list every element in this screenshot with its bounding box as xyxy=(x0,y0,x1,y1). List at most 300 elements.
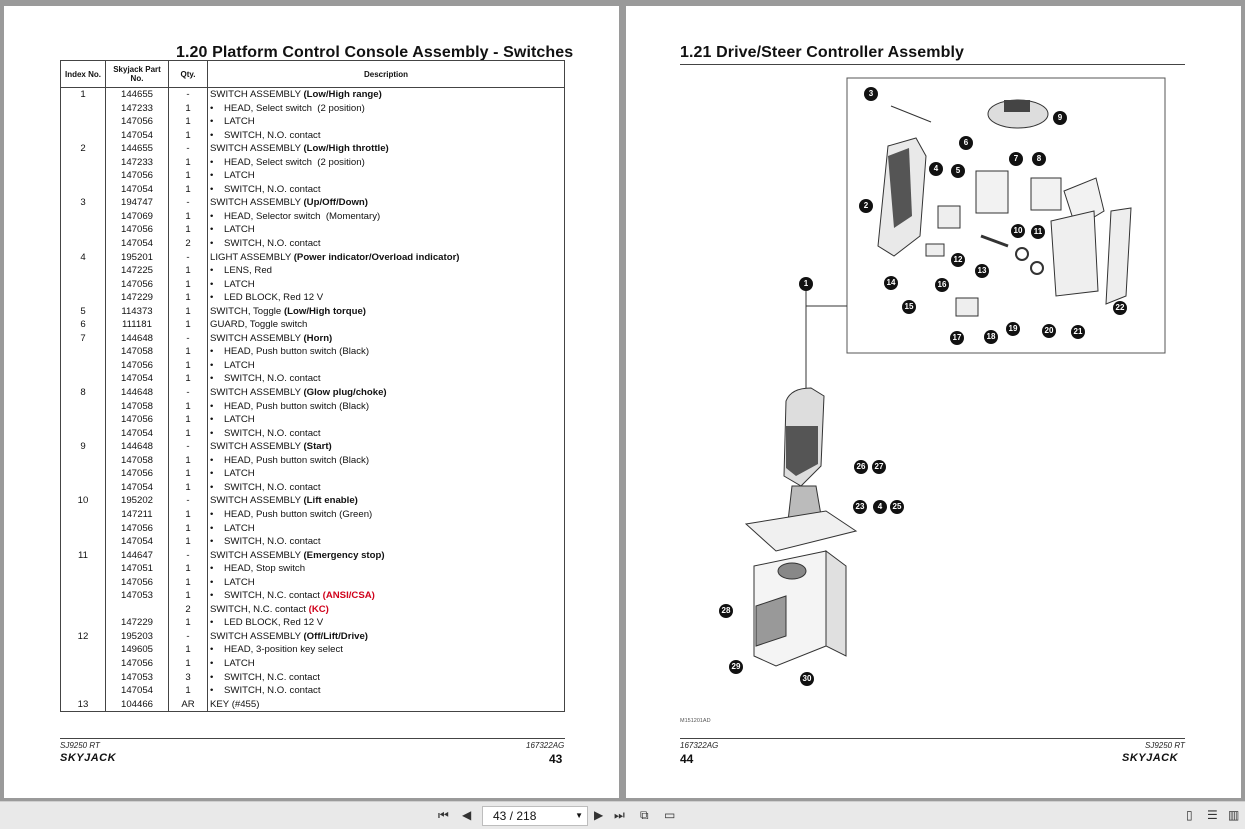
footer-rule xyxy=(680,738,1185,739)
table-row xyxy=(61,386,565,400)
continuous-page-icon[interactable]: ☰ xyxy=(1207,808,1218,822)
cell-description xyxy=(208,522,565,536)
description-text: HEAD, Push button switch (Black) xyxy=(224,346,370,358)
cell-index xyxy=(61,169,106,183)
table-row xyxy=(61,616,565,630)
description-text: LATCH xyxy=(224,359,255,371)
cell-part-number xyxy=(106,603,169,617)
next-page-icon[interactable]: ▶ xyxy=(594,808,604,822)
cell-qty: 1 xyxy=(169,684,208,698)
cell-part-number: 147056 xyxy=(106,576,169,590)
description-text: LATCH xyxy=(224,170,255,182)
table-row xyxy=(61,278,565,292)
cell-qty: 1 xyxy=(169,616,208,630)
cell-description xyxy=(208,454,565,468)
bullet: • xyxy=(210,183,214,195)
callout-bubble: 20 xyxy=(1042,324,1056,338)
cell-qty: 1 xyxy=(169,291,208,305)
col-qty: Qty. xyxy=(169,61,208,88)
bullet: • xyxy=(210,265,214,277)
callout-bubble: 11 xyxy=(1031,225,1045,239)
description-qualifier: (Horn) xyxy=(303,332,333,344)
description-text: HEAD, Push button switch (Black) xyxy=(224,454,370,466)
description-text: GUARD, Toggle switch xyxy=(210,319,308,331)
cell-index xyxy=(61,454,106,468)
cell-index xyxy=(61,183,106,197)
bullet: • xyxy=(210,373,214,385)
cell-part-number: 147056 xyxy=(106,522,169,536)
description-text: SWITCH, N.C. contact xyxy=(224,590,323,602)
callout-bubble: 19 xyxy=(1006,322,1020,336)
description-text: LENS, Red xyxy=(224,265,272,277)
description-text: SWITCH, N.O. contact xyxy=(224,129,321,141)
description-qualifier: (Off/Lift/Drive) xyxy=(303,630,368,642)
cell-part-number: 147054 xyxy=(106,535,169,549)
description-text: SWITCH, N.O. contact xyxy=(224,373,321,385)
cell-index: 13 xyxy=(61,698,106,712)
callout-bubble: 30 xyxy=(800,672,814,686)
cell-index xyxy=(61,129,106,143)
description-text: LATCH xyxy=(224,116,255,128)
cell-description xyxy=(208,305,565,319)
cell-qty: 1 xyxy=(169,169,208,183)
table-row xyxy=(61,427,565,441)
description-text: SWITCH, N.C. contact xyxy=(224,671,320,683)
bullet: • xyxy=(210,685,214,697)
cell-index xyxy=(61,616,106,630)
table-row xyxy=(61,88,565,102)
description-qualifier: (Power indicator/Overload indicator) xyxy=(293,251,460,263)
table-row xyxy=(61,467,565,481)
single-page-icon[interactable]: ▯ xyxy=(1186,808,1193,822)
cell-part-number: 147058 xyxy=(106,345,169,359)
cell-index xyxy=(61,210,106,224)
bullet: • xyxy=(210,129,214,141)
cell-part-number: 147056 xyxy=(106,223,169,237)
cell-qty: 1 xyxy=(169,508,208,522)
cell-index xyxy=(61,237,106,251)
page-number: 44 xyxy=(680,752,694,766)
cell-description xyxy=(208,183,565,197)
cell-description xyxy=(208,237,565,251)
cell-part-number: 147054 xyxy=(106,183,169,197)
table-row xyxy=(61,359,565,373)
description-text: SWITCH, N.O. contact xyxy=(224,238,321,250)
cell-part-number: 147229 xyxy=(106,291,169,305)
callout-bubble: 10 xyxy=(1011,224,1025,238)
cell-part-number: 147058 xyxy=(106,400,169,414)
bullet: • xyxy=(210,156,214,168)
bullet: • xyxy=(210,102,214,114)
cell-description xyxy=(208,549,565,563)
cell-description xyxy=(208,400,565,414)
description-text: LED BLOCK, Red 12 V xyxy=(224,292,324,304)
callout-bubble: 8 xyxy=(1032,152,1046,166)
cell-part-number: 147056 xyxy=(106,169,169,183)
bullet: • xyxy=(210,481,214,493)
cell-index xyxy=(61,671,106,685)
cell-index xyxy=(61,413,106,427)
bullet: • xyxy=(210,454,214,466)
cell-part-number: 144648 xyxy=(106,386,169,400)
bullet: • xyxy=(210,278,214,290)
cell-qty: - xyxy=(169,549,208,563)
description-text: SWITCH ASSEMBLY xyxy=(210,495,304,507)
description-qualifier: (Low/High range) xyxy=(303,89,382,100)
description-text: HEAD, Select switch (2 position) xyxy=(224,102,365,114)
table-row xyxy=(61,576,565,590)
table-row xyxy=(61,684,565,698)
description-text: SWITCH ASSEMBLY xyxy=(210,332,304,344)
bullet: • xyxy=(210,292,214,304)
cell-qty: 1 xyxy=(169,589,208,603)
description-text: SWITCH ASSEMBLY xyxy=(210,197,304,209)
bullet: • xyxy=(210,346,214,358)
bullet: • xyxy=(210,657,214,669)
cell-qty: - xyxy=(169,332,208,346)
figure-id: M151201AD xyxy=(680,718,711,724)
callout-bubble: 5 xyxy=(951,164,965,178)
footer-model: SJ9250 RT xyxy=(60,741,100,750)
bullet: • xyxy=(210,536,214,548)
cell-description xyxy=(208,535,565,549)
fit-width-icon[interactable]: ▭ xyxy=(664,808,676,822)
description-text: HEAD, Selector switch (Momentary) xyxy=(224,210,381,222)
col-desc: Description xyxy=(208,61,565,88)
table-row xyxy=(61,196,565,210)
cell-part-number: 111181 xyxy=(106,318,169,332)
callout-bubble: 6 xyxy=(959,136,973,150)
cell-qty: 1 xyxy=(169,264,208,278)
cell-index xyxy=(61,467,106,481)
cell-qty: 1 xyxy=(169,156,208,170)
table-row xyxy=(61,210,565,224)
chevron-down-icon: ▼ xyxy=(575,811,583,820)
cell-part-number: 147229 xyxy=(106,616,169,630)
description-text: HEAD, Select switch (2 position) xyxy=(224,156,365,168)
cell-index xyxy=(61,291,106,305)
description-text: LATCH xyxy=(224,657,255,669)
skyjack-logo: SKYJACK xyxy=(1122,752,1179,764)
table-row xyxy=(61,332,565,346)
description-text: LED BLOCK, Red 12 V xyxy=(224,617,324,629)
table-row xyxy=(61,454,565,468)
bullet: • xyxy=(210,400,214,412)
description-text: SWITCH ASSEMBLY xyxy=(210,387,304,399)
cell-index xyxy=(61,359,106,373)
callout-bubble: 21 xyxy=(1071,325,1085,339)
callout-bubble: 15 xyxy=(902,300,916,314)
cell-description xyxy=(208,657,565,671)
description-text: SWITCH, N.O. contact xyxy=(224,536,321,548)
viewer-toolbar xyxy=(0,801,1245,829)
cell-part-number: 147054 xyxy=(106,684,169,698)
description-text: SWITCH ASSEMBLY xyxy=(210,143,304,155)
callout-bubble: 12 xyxy=(951,253,965,267)
cell-description xyxy=(208,508,565,522)
cell-index xyxy=(61,372,106,386)
page-select[interactable] xyxy=(482,806,588,826)
page-title: 1.21 Drive/Steer Controller Assembly xyxy=(680,44,965,61)
bullet: • xyxy=(210,210,214,222)
cell-part-number: 147053 xyxy=(106,589,169,603)
cell-qty: 1 xyxy=(169,318,208,332)
cell-qty: 1 xyxy=(169,643,208,657)
description-qualifier: (Low/High torque) xyxy=(283,305,366,317)
bullet: • xyxy=(210,522,214,534)
cell-qty: 1 xyxy=(169,183,208,197)
cell-index xyxy=(61,562,106,576)
cell-description xyxy=(208,88,565,102)
description-text: SWITCH ASSEMBLY xyxy=(210,89,304,100)
cell-description xyxy=(208,210,565,224)
cell-part-number: 147056 xyxy=(106,359,169,373)
cell-description xyxy=(208,630,565,644)
description-text: HEAD, Push button switch (Green) xyxy=(224,508,373,520)
callout-bubble: 29 xyxy=(729,660,743,674)
page-indicator: 43 / 218 xyxy=(493,809,537,823)
cell-qty: - xyxy=(169,88,208,102)
cell-qty: 1 xyxy=(169,576,208,590)
table-row xyxy=(61,345,565,359)
cell-qty: 1 xyxy=(169,481,208,495)
cell-description xyxy=(208,129,565,143)
callout-bubble: 27 xyxy=(872,460,886,474)
cell-qty: 1 xyxy=(169,359,208,373)
cell-part-number: 147056 xyxy=(106,467,169,481)
callout-bubble: 25 xyxy=(890,500,904,514)
cell-index: 7 xyxy=(61,332,106,346)
cell-part-number: 194747 xyxy=(106,196,169,210)
page-title: 1.20 Platform Control Console Assembly - Switches xyxy=(176,44,574,61)
cell-part-number: 147233 xyxy=(106,156,169,170)
table-row xyxy=(61,318,565,332)
cell-part-number: 144648 xyxy=(106,332,169,346)
cell-index: 4 xyxy=(61,251,106,265)
bullet: • xyxy=(210,576,214,588)
cell-qty: 1 xyxy=(169,562,208,576)
table-row xyxy=(61,251,565,265)
table-row xyxy=(61,603,565,617)
cell-qty: - xyxy=(169,494,208,508)
cell-index xyxy=(61,684,106,698)
description-text: LATCH xyxy=(224,576,255,588)
cell-part-number: 144655 xyxy=(106,142,169,156)
cell-description xyxy=(208,291,565,305)
cell-part-number: 147069 xyxy=(106,210,169,224)
description-text: HEAD, Stop switch xyxy=(224,563,306,575)
table-row xyxy=(61,535,565,549)
cell-part-number: 195203 xyxy=(106,630,169,644)
cell-description xyxy=(208,196,565,210)
cell-index xyxy=(61,643,106,657)
bullet: • xyxy=(210,170,214,182)
cell-part-number: 144655 xyxy=(106,88,169,102)
cell-index xyxy=(61,223,106,237)
cell-description xyxy=(208,223,565,237)
cell-description xyxy=(208,494,565,508)
cell-description xyxy=(208,440,565,454)
callout-bubble: 4 xyxy=(929,162,943,176)
cell-part-number: 147056 xyxy=(106,115,169,129)
first-page-icon[interactable]: ⏮ xyxy=(438,808,449,822)
description-text: KEY (#455) xyxy=(210,698,260,710)
cell-qty: 2 xyxy=(169,603,208,617)
cell-index: 12 xyxy=(61,630,106,644)
cell-index xyxy=(61,603,106,617)
cell-index xyxy=(61,264,106,278)
table-row xyxy=(61,183,565,197)
cell-description xyxy=(208,481,565,495)
bullet: • xyxy=(210,427,214,439)
cell-qty: 1 xyxy=(169,129,208,143)
cell-qty: 1 xyxy=(169,400,208,414)
cell-part-number: 104466 xyxy=(106,698,169,712)
cell-part-number: 147054 xyxy=(106,237,169,251)
footer-rule xyxy=(60,738,565,739)
description-text: LATCH xyxy=(224,522,255,534)
callout-bubble: 14 xyxy=(884,276,898,290)
cell-index xyxy=(61,508,106,522)
cell-qty: 1 xyxy=(169,305,208,319)
cell-description xyxy=(208,562,565,576)
description-text: SWITCH, Toggle xyxy=(210,305,284,317)
description-text: LATCH xyxy=(224,468,255,480)
cell-description xyxy=(208,467,565,481)
page-number: 43 xyxy=(549,752,563,766)
cell-index: 1 xyxy=(61,88,106,102)
cell-qty: - xyxy=(169,386,208,400)
description-text: SWITCH, N.O. contact xyxy=(224,685,321,697)
description-qualifier: (Glow plug/choke) xyxy=(303,387,387,399)
parts-table xyxy=(60,60,565,712)
cell-index xyxy=(61,657,106,671)
callout-bubble: 13 xyxy=(975,264,989,278)
cell-qty: 1 xyxy=(169,522,208,536)
cell-qty: 2 xyxy=(169,237,208,251)
region-qualifier: (ANSI/CSA) xyxy=(322,590,375,602)
bullet: • xyxy=(210,590,214,602)
table-row xyxy=(61,494,565,508)
cell-description xyxy=(208,142,565,156)
table-row xyxy=(61,549,565,563)
facing-page-icon[interactable]: ▥ xyxy=(1228,808,1240,822)
cell-index: 8 xyxy=(61,386,106,400)
table-row xyxy=(61,508,565,522)
left-page xyxy=(4,6,619,798)
cell-description xyxy=(208,589,565,603)
cell-qty: 3 xyxy=(169,671,208,685)
description-text: LATCH xyxy=(224,224,255,236)
cell-part-number: 144648 xyxy=(106,440,169,454)
table-row xyxy=(61,142,565,156)
last-page-icon[interactable]: ⏭ xyxy=(614,808,625,822)
bullet: • xyxy=(210,671,214,683)
table-row xyxy=(61,522,565,536)
bullet: • xyxy=(210,468,214,480)
callout-bubble: 9 xyxy=(1053,111,1067,125)
cell-index xyxy=(61,115,106,129)
description-qualifier: (Emergency stop) xyxy=(303,549,385,561)
cell-part-number: 114373 xyxy=(106,305,169,319)
description-text: SWITCH ASSEMBLY xyxy=(210,441,304,453)
cell-index: 2 xyxy=(61,142,106,156)
cell-description xyxy=(208,264,565,278)
cell-part-number: 147225 xyxy=(106,264,169,278)
description-qualifier: (Up/Off/Down) xyxy=(303,197,368,209)
description-text: LIGHT ASSEMBLY xyxy=(210,251,294,263)
cell-description xyxy=(208,332,565,346)
cell-description xyxy=(208,156,565,170)
cell-index xyxy=(61,156,106,170)
cell-index: 9 xyxy=(61,440,106,454)
cell-description xyxy=(208,251,565,265)
table-row xyxy=(61,223,565,237)
description-qualifier: (Lift enable) xyxy=(303,495,358,507)
col-index: Index No. xyxy=(61,61,106,88)
table-row xyxy=(61,643,565,657)
table-row xyxy=(61,156,565,170)
cell-qty: 1 xyxy=(169,210,208,224)
cell-index: 3 xyxy=(61,196,106,210)
cell-description xyxy=(208,616,565,630)
callout-bubble: 23 xyxy=(853,500,867,514)
cell-description xyxy=(208,427,565,441)
cell-index xyxy=(61,102,106,116)
cell-qty: 1 xyxy=(169,223,208,237)
cell-part-number: 147054 xyxy=(106,129,169,143)
cell-qty: 1 xyxy=(169,535,208,549)
cell-description xyxy=(208,684,565,698)
cell-qty: - xyxy=(169,142,208,156)
cell-part-number: 147054 xyxy=(106,427,169,441)
callout-bubble: 4 xyxy=(873,500,887,514)
table-row xyxy=(61,630,565,644)
table-row xyxy=(61,305,565,319)
table-row xyxy=(61,115,565,129)
footer-model: SJ9250 RT xyxy=(1145,741,1185,750)
cell-index xyxy=(61,535,106,549)
description-text: HEAD, 3-position key select xyxy=(224,644,343,656)
description-text: HEAD, Push button switch (Black) xyxy=(224,400,370,412)
cell-description xyxy=(208,671,565,685)
cell-part-number: 147053 xyxy=(106,671,169,685)
cell-part-number: 147054 xyxy=(106,372,169,386)
table-row xyxy=(61,102,565,116)
cell-qty: - xyxy=(169,251,208,265)
cell-qty: 1 xyxy=(169,345,208,359)
cell-description xyxy=(208,318,565,332)
callout-bubble: 28 xyxy=(719,604,733,618)
cell-qty: - xyxy=(169,630,208,644)
cell-qty: 1 xyxy=(169,467,208,481)
bullet: • xyxy=(210,224,214,236)
table-row xyxy=(61,481,565,495)
cell-qty: 1 xyxy=(169,115,208,129)
cell-part-number: 147051 xyxy=(106,562,169,576)
description-qualifier: (Start) xyxy=(303,441,332,453)
cell-qty: AR xyxy=(169,698,208,712)
cell-index xyxy=(61,522,106,536)
cell-description xyxy=(208,102,565,116)
cell-index xyxy=(61,576,106,590)
exploded-diagram xyxy=(626,6,1241,798)
description-text: SWITCH, N.O. contact xyxy=(224,481,321,493)
callout-bubble: 1 xyxy=(799,277,813,291)
prev-page-icon[interactable]: ◀ xyxy=(462,808,472,822)
cell-qty: 1 xyxy=(169,657,208,671)
fit-page-icon[interactable]: ⧉ xyxy=(640,808,649,822)
